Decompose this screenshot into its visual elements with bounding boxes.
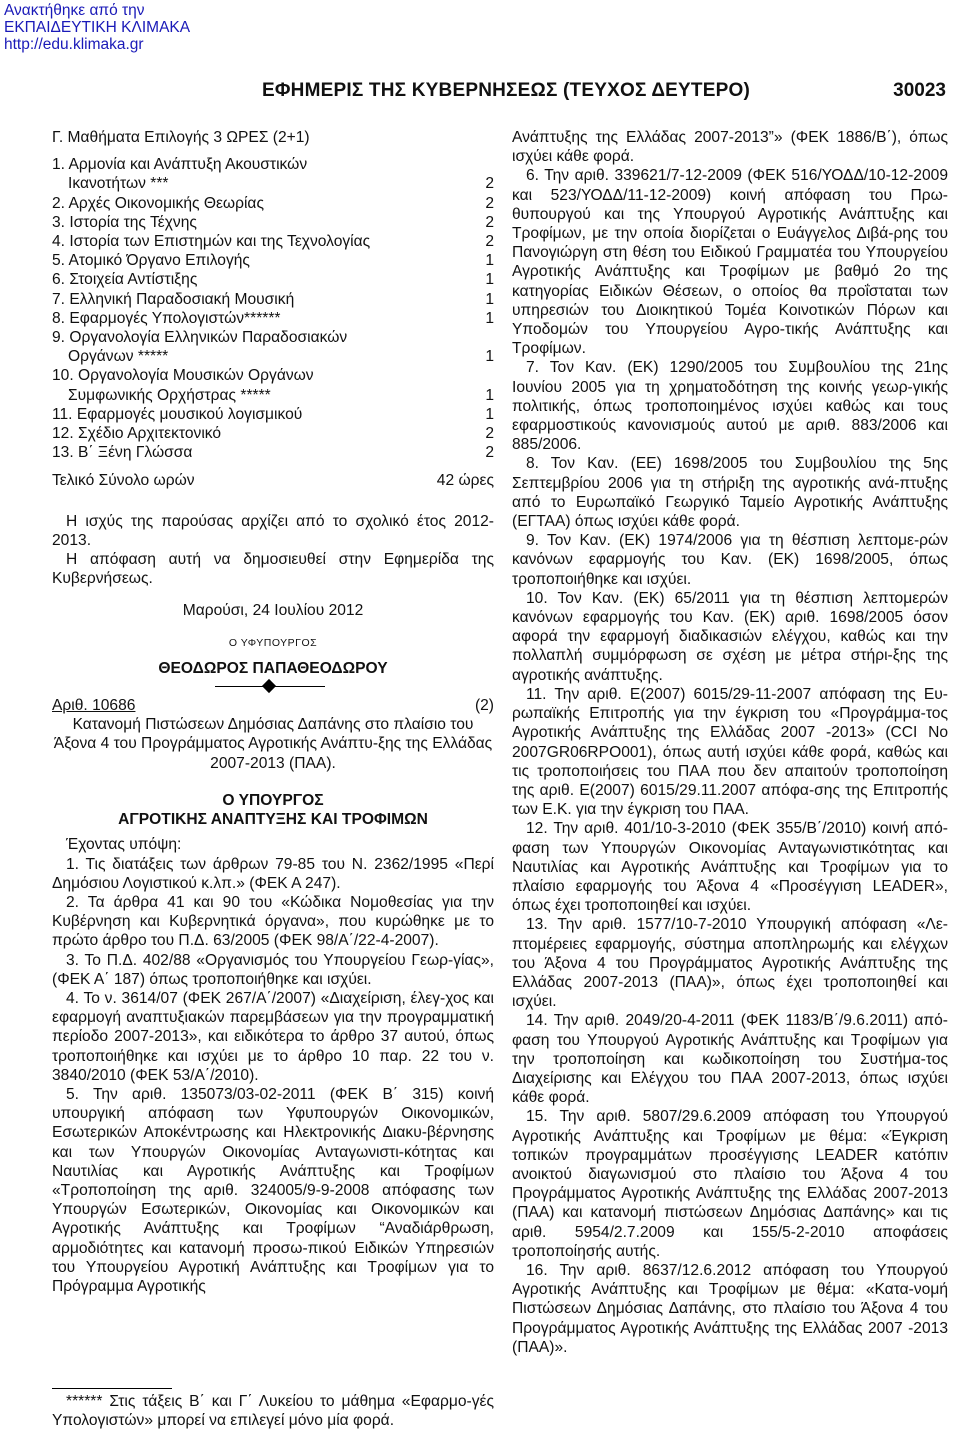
publish-text: Η απόφαση αυτή να δημοσιευθεί στην Εφημερίδα της Κυβερνήσεως.	[52, 551, 494, 588]
decision-number-row	[52, 696, 494, 715]
course-name: 6. Στοιχεία Αντίστιξης	[52, 271, 198, 289]
consideration-paragraph: 3. Το Π.Δ. 402/88 «Οργανισμός του Υπουργείου Γεωρ-γίας», (ΦΕΚ Α΄ 187) όπως τροποποιήθηκε και ισχύει.	[52, 951, 494, 988]
consideration-paragraph: 8. Τον Καν. (ΕΕ) 1698/2005 του Συμβουλίου της 5ης Σεπτεμβρίου 2006 για τη στήριξη της αγροτικής ανά-πτυξης από το Ευρωπαϊκό Γεωργικό Ταμείο Αγροτικής Ανάπτυξης (ΕΓΤΑΑ) όπως ισχύει κάθε φορά.	[512, 455, 948, 531]
total-row	[52, 471, 494, 490]
course-name: 7. Ελληνική Παραδοσιακή Μουσική	[52, 290, 295, 308]
course-item: 9. Οργανολογία Ελληνικών Παραδοσιακών	[52, 329, 348, 347]
course-item-continued	[52, 386, 494, 405]
course-hours: 1	[485, 271, 494, 289]
course-item: 1. Αρμονία και Ανάπτυξη Ακουστικών	[52, 156, 308, 174]
course-hours: 1	[485, 252, 494, 270]
diamond-icon	[262, 679, 276, 693]
consideration-paragraph: 10. Τον Καν. (ΕΚ) 65/2011 για τη θέσπιση λεπτομερών κανόνων εφαρμογής του Καν. (ΕΚ) αριθ. 1698/2005 όσον αφορά την εφαρμογή διαδικασιών ελέγχου, καθώς και την πολλαπλή συμμόρφωση σε σχέση με μέτρα στήρι-ξης της αγροτικής ανάπτυξης.	[512, 589, 948, 684]
signer-name: ΘΕΟΔΩΡΟΣ ΠΑΠΑΘΕΟΔΩΡΟΥ	[158, 659, 388, 677]
course-item-continued	[52, 174, 494, 193]
course-name: 4. Ιστορία των Επιστημών και της Τεχνολογίας	[52, 233, 371, 251]
consideration-paragraph: 13. Την αριθ. 1577/10-7-2010 Υπουργική απόφαση «Λε-πτομέρειες εφαρμογής, σύστημα αποπληρωμής και ελέγχων του Άξονα 4 του Προγράμματος Αγροτικής Ανάπτυξης της Ελλάδας 2007-2013 (ΠΑΑ)», όπως έχει τροποποιηθεί και ισχύει.	[512, 916, 948, 1011]
course-item	[52, 443, 494, 462]
consideration-paragraph: 1. Τις διατάξεις των άρθρων 79-85 του Ν. 2362/1995 «Περί Δημόσιου Λογιστικού κ.λπ.» (ΦΕΚ Α 247).	[52, 855, 494, 892]
separator	[52, 678, 494, 696]
course-hours: 2	[485, 175, 494, 193]
consideration-paragraph: 12. Την αριθ. 401/10-3-2010 (ΦΕΚ 355/Β΄/2010) κοινή από-φαση των Υπουργών Οικονομίας Ανταγωνιστικότητας και Ναυτιλίας και Αγροτικής Ανάπτυξης και Τροφίμων για το πλαίσιο εφαρμογής του Άξονα 4 «Προσέγγιση LEADER», όπως έχει τροποποιηθεί και ισχύει.	[512, 820, 948, 915]
consideration-paragraph: 9. Τον Καν. (ΕΚ) 1974/2006 για τη θέσπιση λεπτομε-ρών κανόνων εφαρμογής του Καν. (ΕΚ) 1698/2005, όπως τροποποιήθηκε και ισχύει.	[512, 532, 948, 588]
course-hours: 1	[485, 348, 494, 366]
source-link[interactable]	[4, 2, 190, 53]
course-name: 11. Εφαρμογές μουσικού λογισμικού	[52, 405, 303, 423]
footnote-rule	[52, 1388, 172, 1389]
consideration-paragraph: 15. Την αριθ. 5807/29.6.2009 απόφαση του Υπουργού Αγροτικής Ανάπτυξης και Τροφίμων με θέμα: «Έγκριση τοπικών προγραμμάτων προσέγγισης LEADER κατόπιν ανοικτού διαγωνισμού στο πλαίσιο του Άξονα 4 του Προγράμματος Αγροτικής Ανάπτυξης της Ελλάδας 2007-2013 (ΠΑΑ) και κατανομή πιστώσεων Δημόσιας Δαπάνης» και τις αριθ. 5954/2.7.2009 και 155/5-2-2010 αποφάσεις τροποποίησής αυτής.	[512, 1108, 948, 1260]
left-paragraphs	[52, 855, 494, 1297]
course-hours: 1	[485, 309, 494, 327]
page-header	[0, 80, 960, 102]
left-column	[52, 128, 494, 1296]
course-item	[52, 270, 494, 289]
course-item	[52, 405, 494, 424]
course-hours: 1	[485, 290, 494, 308]
minister-line-1: Ο ΥΠΟΥΡΓΟΣ	[222, 791, 324, 809]
course-item	[52, 309, 494, 328]
course-item	[52, 251, 494, 270]
course-item	[52, 213, 494, 232]
course-name: 5. Ατομικό Όργανο Επιλογής	[52, 252, 250, 270]
right-column	[512, 128, 948, 1357]
course-item	[52, 424, 494, 443]
course-name-cont: Οργάνων *****	[68, 348, 169, 366]
course-name: 3. Ιστορία της Τέχνης	[52, 213, 197, 231]
course-hours: 2	[485, 194, 494, 212]
course-name: 8. Εφαρμογές Υπολογιστών******	[52, 309, 281, 327]
course-item: 10. Οργανολογία Μουσικών Οργάνων	[52, 367, 314, 385]
course-hours: 1	[485, 405, 494, 423]
decision-number: Αριθ. 10686	[52, 697, 136, 715]
course-item	[52, 290, 494, 309]
consideration-paragraph: 11. Την αριθ. Ε(2007) 6015/29-11-2007 απόφαση της Ευ-ρωπαϊκής Επιτροπής για την έγκριση του «Προγράμμα-τος Αγροτικής Ανάπτυξης της Ελλάδας 2007 -2013» (CCI Νο 2007GR06RPO001), όπως αυτή ισχύει κάθε φορά, καθώς και τις τροποποιήσεις του ΠΑΑ που δεν απαιτούν τροποποίηση της αριθ. Ε(2007) 6015/29.11.2007 απόφα-σης της Επιτροπής των Ε.Κ. για την έγκριση του ΠΑΑ.	[512, 685, 948, 819]
course-name: 13. Β΄ Ξένη Γλώσσα	[52, 444, 193, 462]
course-hours: 2	[485, 233, 494, 251]
course-hours: 1	[485, 386, 494, 404]
course-list	[52, 155, 494, 462]
source-line-1: Ανακτήθηκε από την	[4, 2, 145, 19]
minister-line-2: ΑΓΡΟΤΙΚΗΣ ΑΝΑΠΤΥΞΗΣ ΚΑΙ ΤΡΟΦΙΜΩΝ	[118, 811, 428, 829]
course-item	[52, 194, 494, 213]
course-name: 12. Σχέδιο Αρχιτεκτονικό	[52, 425, 222, 443]
consideration-paragraph: 14. Την αριθ. 2049/20-4-2011 (ΦΕΚ 1183/Β΄/9.6.2011) από-φαση του Υπουργού Αγροτικής Ανάπτυξης και Τροφίμων για την τροποποίηση και κωδικοποίηση του Συστήμα-τος Διαχείρισης και Ελέγχου του ΠΑΑ 2007-2013, όπως ισχύει κάθε φορά.	[512, 1012, 948, 1107]
course-hours: 2	[485, 213, 494, 231]
consideration-paragraph: Ανάπτυξης της Ελλάδας 2007-2013”» (ΦΕΚ 1886/Β΄), όπως ισχύει κάθε φορά.	[512, 129, 948, 166]
consideration-paragraph: 2. Τα άρθρα 41 και 90 του «Κώδικα Νομοθεσίας για την Κυβέρνηση και Κυβερνητικά όργανα», που κυρώθηκε με το πρώτο άρθρο του Π.Δ. 63/2005 (ΦΕΚ 98/Α΄/22-4-2007).	[52, 893, 494, 950]
decision-ref: (2)	[474, 697, 494, 715]
decision-title: Κατανομή Πιστώσεων Δημόσιας Δαπάνης στο πλαίσιο του Άξονα 4 του Προγράμματος Αγροτικής Ανάπτυ-ξης της Ελλάδας 2007-2013 (ΠΑΑ).	[53, 716, 493, 772]
gazette-title: ΕΦΗΜΕΡΙΣ ΤΗΣ ΚΥΒΕΡΝΗΣΕΩΣ (ΤΕΥΧΟΣ ΔΕΥΤΕΡΟ)	[262, 80, 750, 101]
consideration-paragraph: 5. Την αριθ. 135073/03-02-2011 (ΦΕΚ Β΄ 315) κοινή υπουργική απόφαση των Υφυπουργών Οικονομικών, Εσωτερικών Αποκέντρωσης και Ηλεκτρονικής Διακυ-βέρνησης και των Υπουργών Οικονομίας Ανταγωνιστι-κότητας και Ναυτιλίας και Αγροτικής Ανάπτυξης και Τροφίμων «Τροποποίηση της αριθ. 324005/9-9-2008 απόφασης των Υπουργών Εσωτερικών, Οικονομίας και Οικονομικών και Αγροτικής Ανάπτυξης και Τροφίμων “Αναδιάρθρωση, αρμοδιότητες και κατανομή προσω-πικού Ειδικών Υπηρεσιών του Υπουργείου Αγροτική Ανάπτυξης και Τροφίμων για το Πρόγραμμα Αγροτικής	[52, 1085, 494, 1295]
footnote: ****** Στις τάξεις Β΄ και Γ΄ Λυκείου το μάθημα «Εφαρμο-γές Υπολογιστών» μπορεί να επιλεγεί μόνο μία φορά.	[52, 1393, 494, 1430]
course-name: 2. Αρχές Οικονομικής Θεωρίας	[52, 194, 264, 212]
consideration-paragraph: 4. Το ν. 3614/07 (ΦΕΚ 267/Α΄/2007) «Διαχείριση, έλεγ-χος και εφαρμογή αναπτυξιακών παρεμβάσεων για την προγραμματική περίοδο 2007-2013», και ειδικότερα το άρθρο 37 αυτού, όπως τροποποιήθηκε και ισχύει με το άρθρο 10 παρ. 22 του ν. 3840/2010 (ΦΕΚ 53/Α΄/2010).	[52, 989, 494, 1084]
having-in-mind: Έχοντας υπόψη:	[66, 836, 182, 854]
course-hours: 2	[485, 444, 494, 462]
course-name-cont: Ικανοτήτων ***	[68, 175, 169, 193]
course-hours: 2	[485, 425, 494, 443]
consideration-paragraph: 16. Την αριθ. 8637/12.6.2012 απόφαση του Υπουργού Αγροτικής Ανάπτυξης και Τροφίμων με θέμα: «Κατα-νομή Πιστώσεων Δημόσιας Δαπάνης, στο πλαίσιο του Άξονα 4 του Προγράμματος Αγροτικής Ανάπτυξης της Ελλάδας 2007 -2013 (ΠΑΑ)».	[512, 1261, 948, 1356]
course-item	[52, 232, 494, 251]
page-number: 30023	[893, 80, 946, 101]
section-title: Γ. Μαθήματα Επιλογής 3 ΩΡΕΣ (2+1)	[52, 129, 310, 146]
source-url[interactable]: http://edu.klimaka.gr	[4, 36, 144, 53]
validity-text: Η ισχύς της παρούσας αρχίζει από το σχολικό έτος 2012-2013.	[52, 512, 494, 549]
source-line-2: ΕΚΠΑΙΔΕΥΤΙΚΗ ΚΛΙΜΑΚΑ	[4, 19, 191, 36]
consideration-paragraph: 7. Τον Καν. (ΕΚ) 1290/2005 του Συμβουλίου της 21ης Ιουνίου 2005 για τη χρηματοδότηση της κοινής γεωρ-γικής πολιτικής, όπως τροποποιημένος ισχύει καθώς και τους εφαρμοστικούς κανονισμούς αυτού με αριθ. 883/2006 και 885/2006.	[512, 359, 948, 454]
course-item-continued	[52, 347, 494, 366]
consideration-paragraph: 6. Την αριθ. 339621/7-12-2009 (ΦΕΚ 516/ΥΟΔΔ/10-12-2009 και 523/ΥΟΔΔ/11-12-2009) κοινή απόφαση του Πρω-θυπουργού και της Υπουργού Αγροτικής Ανάπτυξης και Τροφίμων, με την οποία διορίζεται ο Ευάγγελος Διβά-ρης του Πανογιώργη στη θέση του Ειδικού Γραμματέα του Υπουργείου Αγροτικής Ανάπτυξης και Τροφίμων με βαθμό 2ο της κατηγορίας Ειδικών Θέσεων, ο οποίος θα προΐσταται των υπηρεσιών του Διοικητικού Τομέα Κοινοτικών Πόρων και Υποδομών του Υπουργείου Αγρο-τικής Ανάπτυξης και Τροφίμων.	[512, 167, 948, 358]
total-label: Τελικό Σύνολο ωρών	[52, 472, 195, 490]
total-value: 42 ώρες	[436, 472, 494, 490]
place-date: Μαρούσι, 24 Ιουλίου 2012	[182, 602, 364, 620]
signer-title: Ο ΥΦΥΠΟΥΡΓΟΣ	[228, 636, 318, 649]
course-name-cont: Συμφωνικής Ορχήστρας *****	[68, 386, 271, 404]
